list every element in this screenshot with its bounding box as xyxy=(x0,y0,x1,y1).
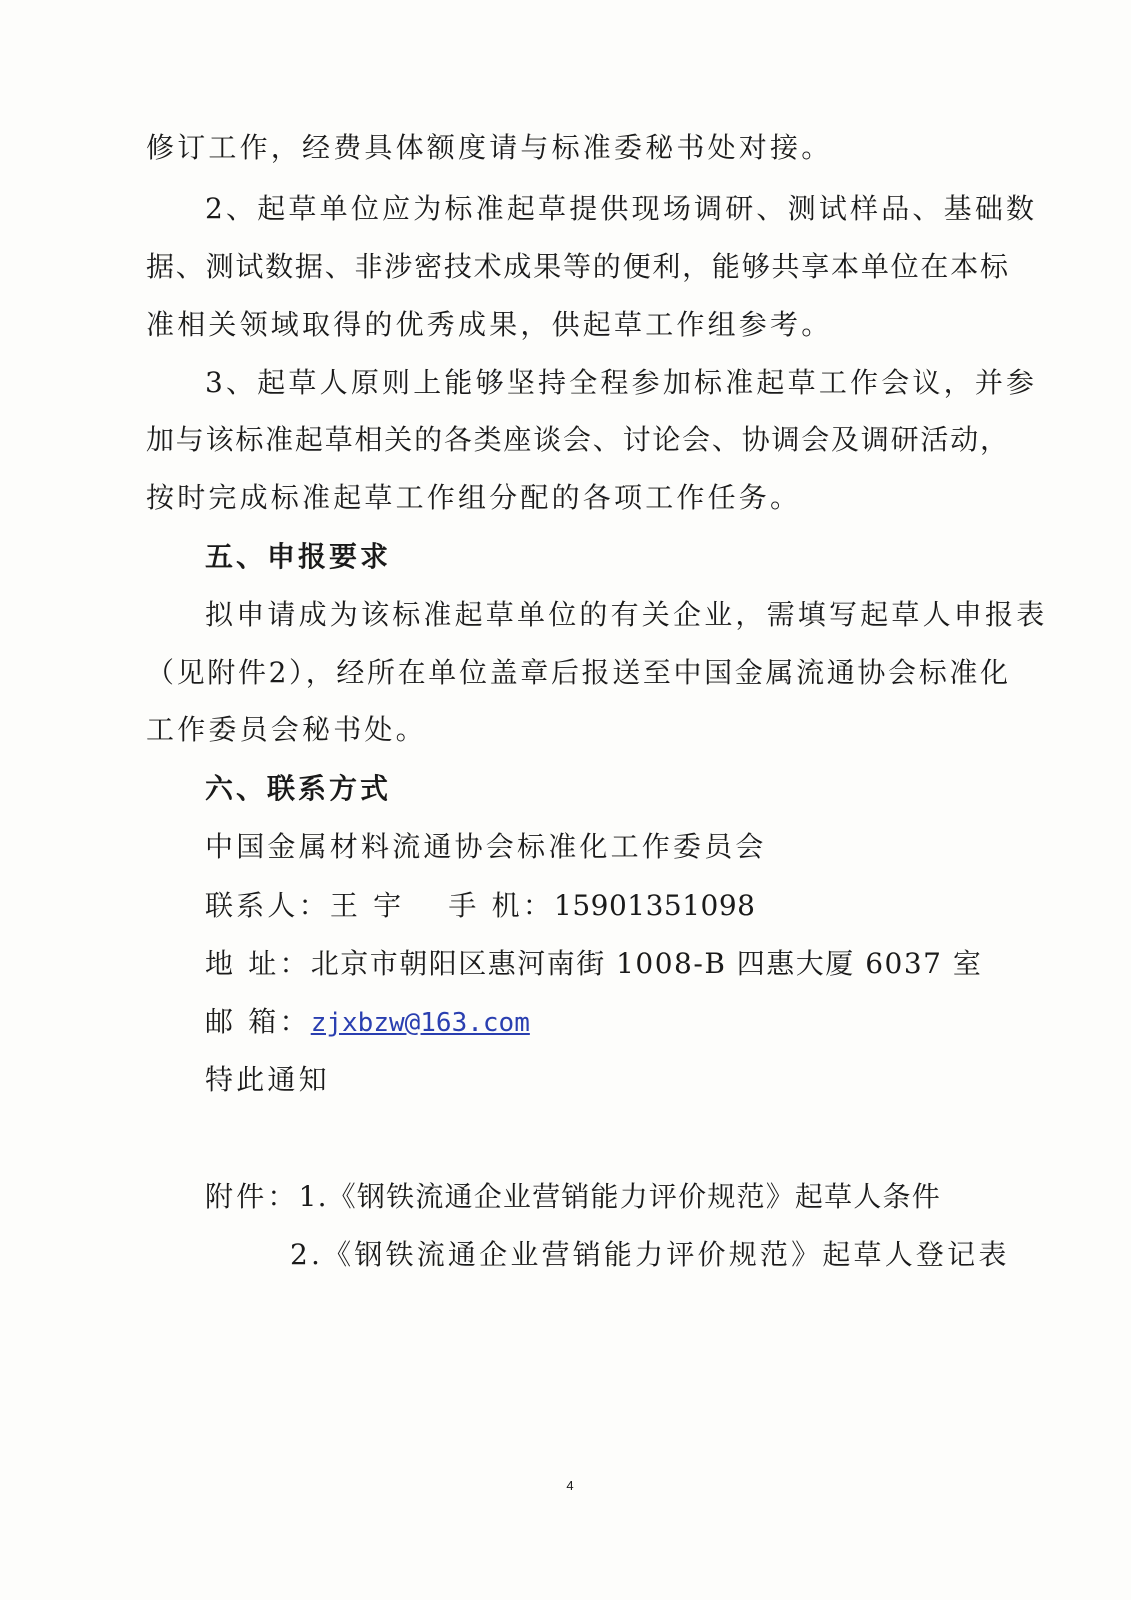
attachment-item-2: 2.《钢铁流通企业营销能力评价规范》起草人登记表 xyxy=(290,1238,1010,1271)
phone-label: 手 机： xyxy=(448,889,555,922)
item3-line1: 3、起草人原则上能够坚持全程参加标准起草工作会议，并参 xyxy=(205,366,1038,399)
section6-heading: 六、联系方式 xyxy=(205,772,392,805)
org-name: 中国金属材料流通协会标准化工作委员会 xyxy=(205,830,767,863)
item2-line1: 2、起草单位应为标准起草提供现场调研、测试样品、基础数 xyxy=(205,192,1038,225)
email-label: 邮 箱： xyxy=(205,1005,311,1038)
contact-row xyxy=(205,889,756,923)
attachment-row-1 xyxy=(205,1180,941,1214)
item2-line2: 据、测试数据、非涉密技术成果等的便利，能够共享本单位在本标 xyxy=(146,250,1008,283)
item3-line3: 按时完成标准起草工作组分配的各项工作任务。 xyxy=(146,481,802,514)
section5-line2: （见附件2），经所在单位盖章后报送至中国金属流通协会标准化 xyxy=(146,656,1008,689)
address-text: 北京市朝阳区惠河南街 1008-B 四惠大厦 6037 室 xyxy=(310,947,983,980)
address-label: 地 址： xyxy=(205,947,311,980)
section5-heading: 五、申报要求 xyxy=(205,540,392,573)
closing-text: 特此通知 xyxy=(205,1063,330,1096)
item3-line2: 加与该标准起草相关的各类座谈会、讨论会、协调会及调研活动， xyxy=(146,423,1008,456)
phone-number: 15901351098 xyxy=(554,889,756,922)
address-row xyxy=(205,947,982,981)
paragraph-continued-line: 修订工作，经费具体额度请与标准委秘书处对接。 xyxy=(146,131,833,164)
item2-line3: 准相关领域取得的优秀成果，供起草工作组参考。 xyxy=(146,308,833,341)
page-number: 4 xyxy=(566,1478,574,1493)
contact-name: 王 宇 xyxy=(329,889,405,922)
email-link[interactable]: zjxbzw@163.com xyxy=(310,1008,530,1038)
section5-line1: 拟申请成为该标准起草单位的有关企业，需填写起草人申报表 xyxy=(205,598,1048,631)
attachment-label: 附件： xyxy=(205,1180,299,1213)
section5-line3: 工作委员会秘书处。 xyxy=(146,713,427,746)
email-row xyxy=(205,1005,530,1040)
contact-label: 联系人： xyxy=(205,889,330,922)
attachment-item-1: 1.《钢铁流通企业营销能力评价规范》起草人条件 xyxy=(298,1180,941,1213)
